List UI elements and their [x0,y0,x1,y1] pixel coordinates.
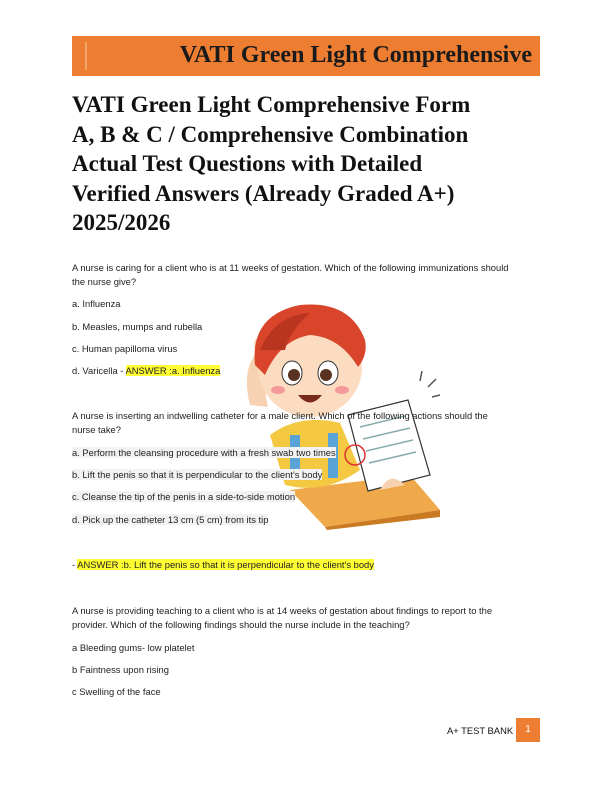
header-banner [72,36,540,76]
title-line: VATI Green Light Comprehensive Form [72,92,471,117]
question-1-option-b: b. Measles, mumps and rubella [72,321,203,332]
option-c-text: c. Cleanse the tip of the penis in a side-to-side motion [72,491,296,502]
question-1-option-a: a. Influenza [72,298,121,309]
banner-title: VATI Green Light Comprehensive [179,42,532,68]
question-3-option-c: c Swelling of the face [72,686,161,697]
question-2-option-c [72,490,295,504]
question-2-stem-line-2: nurse take? [72,424,121,435]
question-1-stem-line-2: the nurse give? [72,276,137,287]
question-1-option-c: c. Human papilloma virus [72,343,178,354]
title-line: Verified Answers (Already Graded A+) [72,180,455,206]
document-title [72,90,542,238]
question-2-option-a [72,446,336,460]
title-line: A, B & C / Comprehensive Combination [72,121,469,147]
page-number: 1 [516,718,540,742]
question-1-stem-line-1: A nurse is caring for a client who is at 11 weeks of gestation. Which of the following immunizations should [72,262,509,273]
question-2-option-b [72,468,322,482]
question-2-stem-line-1: A nurse is inserting an indwelling catheter for a male client. Which of the following actions should the [72,410,488,421]
question-3-stem-line-1: A nurse is providing teaching to a client who is at 14 weeks of gestation about findings to report to the [72,605,493,616]
question-3-option-a: a Bleeding gums- low platelet [72,642,195,653]
option-b-text: b. Lift the penis so that it is perpendicular to the client's body [72,469,323,480]
answer-prefix: - [72,559,78,570]
question-1-option-d [72,364,220,378]
question-1-answer: ANSWER :a. Influenza [125,365,221,376]
title-line: Actual Test Questions with Detailed [72,151,423,176]
footer-label: A+ TEST BANK [447,725,514,736]
question-2-answer-line [72,558,374,572]
title-line: 2025/2026 [72,210,171,235]
option-d-text: d. Pick up the catheter 13 cm (5 cm) from its tip [72,514,269,525]
question-3-option-b: b Faintness upon rising [72,664,169,675]
option-d-text: d. Varicella - [72,365,126,376]
question-2-option-d [72,513,268,527]
question-3-stem-line-2: provider. Which of the following findings should the nurse include in the teaching? [72,619,410,630]
banner-divider [85,42,87,70]
question-2-answer: ANSWER :b. Lift the penis so that it is perpendicular to the client's body [77,559,374,570]
option-a-text: a. Perform the cleansing procedure with a fresh swab two times [72,447,336,458]
